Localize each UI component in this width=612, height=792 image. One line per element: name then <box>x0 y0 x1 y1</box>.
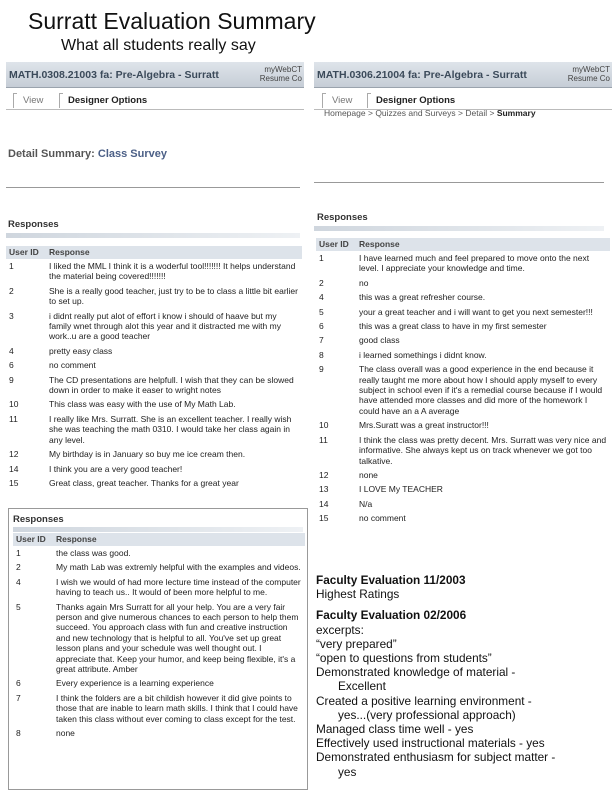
user-id: 6 <box>319 321 324 332</box>
response-text: I think the class was pretty decent. Mrs. Surratt was very nice and informative. She always kept us on track whenever we got too talkative. <box>359 434 607 466</box>
user-id: 4 <box>9 345 14 356</box>
table-header-row <box>6 246 302 259</box>
response-text: your a great teacher and i will want to get you next semester!!! <box>359 306 593 317</box>
table-row <box>316 418 610 432</box>
bottom-responses-label: Responses <box>13 514 64 525</box>
faculty-evaluations <box>316 573 612 779</box>
user-id: 2 <box>9 285 14 296</box>
table-header-row <box>13 533 305 546</box>
response-text: This class was easy with the use of My Math Lab. <box>49 399 236 410</box>
col-user-id: User ID <box>13 533 53 546</box>
user-id: 2 <box>16 562 21 573</box>
spacer <box>316 601 612 608</box>
table-row <box>6 284 302 309</box>
breadcrumb-current: Summary <box>496 108 536 118</box>
response-text: the class was good. <box>56 548 131 558</box>
user-id: 13 <box>319 484 329 495</box>
table-row <box>316 333 610 347</box>
right-brand[interactable] <box>568 65 610 83</box>
user-id: 7 <box>16 692 21 703</box>
col-user-id: User ID <box>6 246 46 259</box>
user-id: 9 <box>319 364 324 375</box>
knowledge-line: Demonstrated knowledge of material - <box>316 665 516 680</box>
enthusiasm-rating: yes <box>338 764 357 779</box>
user-id: 12 <box>9 449 19 460</box>
table-row <box>316 319 610 333</box>
right-course-bar <box>314 62 612 88</box>
divider <box>314 182 604 183</box>
right-brand-resume: Resume Co <box>567 74 610 83</box>
environment-line: Created a positive learning environment - <box>316 693 532 708</box>
table-row <box>13 575 305 600</box>
excerpts-label: excerpts: <box>316 622 364 637</box>
user-id: 9 <box>9 374 14 385</box>
faculty-eval-2006-title: Faculty Evaluation 02/2006 <box>316 608 467 623</box>
table-row <box>6 309 302 344</box>
col-response: Response <box>53 533 305 546</box>
response-text: My birthday is in January so buy me ice cream then. <box>49 449 246 460</box>
response-text: i didnt really put alot of effort i know i should of haave but my family wnet through alot this year and it distracted me with my work..u are a good teacher <box>49 310 281 342</box>
right-course-title: MATH.0306.21004 fa: Pre-Algebra - Surratt <box>317 69 527 81</box>
table-row <box>316 251 610 276</box>
quote-very-prepared: “very prepared” <box>316 636 397 651</box>
right-tab-designer-options[interactable]: Designer Options <box>376 95 456 106</box>
response-text: Thanks again Mrs Surratt for all your help. You are a very fair person and give numerous chances to each person to help them succeed. You approach class with fun and creative instruction and new technology that is helpful to all. You've set up great lesson plans and your schedule was well thought out. I appreciate that. Keep your humor, and keep being flexible, it's a great attribute. Amber <box>56 601 299 675</box>
table-row <box>316 497 610 511</box>
table-header-row <box>316 238 610 251</box>
tab-bracket <box>367 93 371 108</box>
left-course-title: MATH.0308.21003 fa: Pre-Algebra - Surratt <box>9 69 219 81</box>
response-text: i learned somethings i didnt know. <box>359 349 487 360</box>
enthusiasm-line: Demonstrated enthusiasm for subject matter - <box>316 750 556 765</box>
page-title: Surratt Evaluation Summary <box>28 8 316 34</box>
user-id: 12 <box>319 469 329 480</box>
left-tab-view[interactable]: View <box>23 95 44 106</box>
response-text: no comment <box>49 360 96 371</box>
right-responses-label: Responses <box>317 212 368 223</box>
section-band <box>6 233 300 238</box>
table-row <box>13 600 305 677</box>
response-text: The class overall was a good experience in the end because it really taught me more about how I should apply myself to every subject in school even if it's a remedial course because if I would have attended more classes and did more of the homework I could have an a A average <box>359 364 603 416</box>
table-row <box>316 433 610 468</box>
left-survey-panel <box>6 62 304 502</box>
quote-open-to-questions: “open to questions from students” <box>316 651 492 666</box>
table-row <box>316 348 610 362</box>
section-band <box>314 226 604 231</box>
response-text: I liked the MML I think it is a woderful tool!!!!!!! It helps understand the material being covered!!!!!!! <box>49 261 296 282</box>
table-row <box>6 412 302 447</box>
tab-bracket <box>13 93 17 108</box>
user-id: 3 <box>9 310 14 321</box>
user-id: 8 <box>16 728 21 739</box>
divider <box>6 187 300 188</box>
table-row <box>6 447 302 461</box>
response-text: none <box>56 728 75 739</box>
table-row <box>13 691 305 726</box>
response-text: Mrs.Suratt was a great instructor!!! <box>359 420 489 431</box>
response-text: I really like Mrs. Surratt. She is an excellent teacher. I really wish she was teaching the math 0310. I would take her class again in any level. <box>49 413 292 445</box>
left-responses-table <box>6 246 302 490</box>
table-row <box>316 305 610 319</box>
tab-bracket <box>59 93 63 108</box>
table-row <box>316 276 610 290</box>
breadcrumb <box>324 108 536 118</box>
user-id: 1 <box>16 548 21 558</box>
user-id: 1 <box>319 253 324 263</box>
response-text: I LOVE My TEACHER <box>359 484 443 495</box>
user-id: 4 <box>16 576 21 587</box>
right-survey-panel <box>314 62 612 557</box>
response-text: I think the folders are a bit childish however it did give points to those that are inable to learn math skills. I think that I could have taken this class without ever coming to class except for the test. <box>56 692 298 724</box>
breadcrumb-separator: > <box>489 108 495 118</box>
table-row <box>13 560 305 574</box>
right-tab-view[interactable]: View <box>332 95 353 106</box>
faculty-eval-2003-title: Faculty Evaluation 11/2003 <box>316 573 466 587</box>
table-row <box>13 726 305 740</box>
table-row <box>316 482 610 496</box>
detail-summary-heading <box>8 148 167 160</box>
environment-rating: yes...(very professional approach) <box>338 707 516 722</box>
user-id: 2 <box>319 277 324 288</box>
table-row <box>6 476 302 490</box>
response-text: Great class, great teacher. Thanks for a great year <box>49 477 239 488</box>
right-brand-name: myWebCT <box>572 65 610 74</box>
knowledge-rating: Excellent <box>338 679 386 694</box>
table-row <box>316 290 610 304</box>
detail-summary-label: Detail Summary: <box>8 148 95 160</box>
breadcrumb-quizzes-surveys[interactable]: Quizzes and Surveys <box>375 108 456 118</box>
response-text: She is a really good teacher, just try to be to class a little bit earlier to set up. <box>49 285 298 307</box>
response-text: I think you are a very good teacher! <box>49 463 183 474</box>
user-id: 11 <box>319 434 328 445</box>
user-id: 10 <box>319 420 329 431</box>
table-row <box>13 546 305 560</box>
bottom-survey-panel <box>8 508 308 790</box>
right-tabs <box>314 90 612 110</box>
time-management-line: Managed class time well - yes <box>316 722 474 737</box>
detail-summary-value: Class Survey <box>97 148 167 160</box>
user-id: 5 <box>319 306 324 317</box>
table-row <box>13 676 305 690</box>
user-id: 10 <box>9 399 19 410</box>
user-id: 4 <box>319 292 324 303</box>
response-text: this was a great refresher course. <box>359 292 486 303</box>
table-row <box>316 511 610 525</box>
user-id: 11 <box>9 413 18 424</box>
user-id: 14 <box>9 463 19 474</box>
table-row <box>6 358 302 372</box>
user-id: 6 <box>16 678 21 689</box>
response-text: The CD presentations are helpfull. I wish that they can be slowed down in order to make it easer to wright notes <box>49 374 294 396</box>
left-course-bar <box>6 62 304 88</box>
table-row <box>6 259 302 284</box>
table-row <box>6 397 302 411</box>
bottom-responses-table <box>13 533 305 741</box>
user-id: 1 <box>9 261 14 271</box>
table-row <box>316 362 610 418</box>
tab-bracket <box>322 93 326 108</box>
response-text: Every experience is a learning experience <box>56 678 214 689</box>
response-text: no <box>359 277 369 288</box>
left-brand[interactable] <box>260 65 302 83</box>
table-row <box>6 373 302 398</box>
left-tab-designer-options[interactable]: Designer Options <box>68 95 148 106</box>
col-response: Response <box>356 238 610 251</box>
response-text: this was a great class to have in my first semester <box>359 321 547 332</box>
response-text: N/a <box>359 498 373 509</box>
col-user-id: User ID <box>316 238 356 251</box>
page-subtitle: What all students really say <box>61 37 256 54</box>
user-id: 5 <box>16 601 21 612</box>
table-row <box>6 462 302 476</box>
section-band <box>13 527 303 532</box>
response-text: My math Lab was extremly helpful with the examples and videos. <box>56 562 301 573</box>
table-row <box>6 344 302 358</box>
right-responses-table <box>316 238 610 526</box>
left-brand-resume: Resume Co <box>259 74 302 83</box>
response-text: I wish we would of had more lecture time instead of the computer having to teach us.. It would of been more helpful to me. <box>56 576 301 598</box>
breadcrumb-separator: > <box>458 108 463 118</box>
response-text: good class <box>359 335 400 346</box>
faculty-eval-2003-text: Highest Ratings <box>316 587 400 602</box>
user-id: 7 <box>319 335 324 346</box>
user-id: 15 <box>319 513 329 524</box>
user-id: 15 <box>9 477 19 488</box>
breadcrumb-separator: > <box>367 108 373 118</box>
response-text: no comment <box>359 513 406 524</box>
left-brand-name: myWebCT <box>264 65 302 74</box>
response-text: pretty easy class <box>49 345 113 356</box>
response-text: none <box>359 469 378 480</box>
user-id: 8 <box>319 349 324 360</box>
materials-line: Effectively used instructional materials - yes <box>316 736 545 751</box>
breadcrumb-homepage[interactable]: Homepage <box>324 108 366 118</box>
breadcrumb-detail[interactable]: Detail <box>465 108 488 118</box>
response-text: I have learned much and feel prepared to move onto the next level. I appreciate your knowledge and time. <box>359 253 590 274</box>
col-response: Response <box>46 246 302 259</box>
left-tabs <box>6 90 304 110</box>
left-responses-label: Responses <box>8 219 59 230</box>
user-id: 6 <box>9 360 14 371</box>
table-row <box>316 468 610 482</box>
user-id: 14 <box>319 498 329 509</box>
